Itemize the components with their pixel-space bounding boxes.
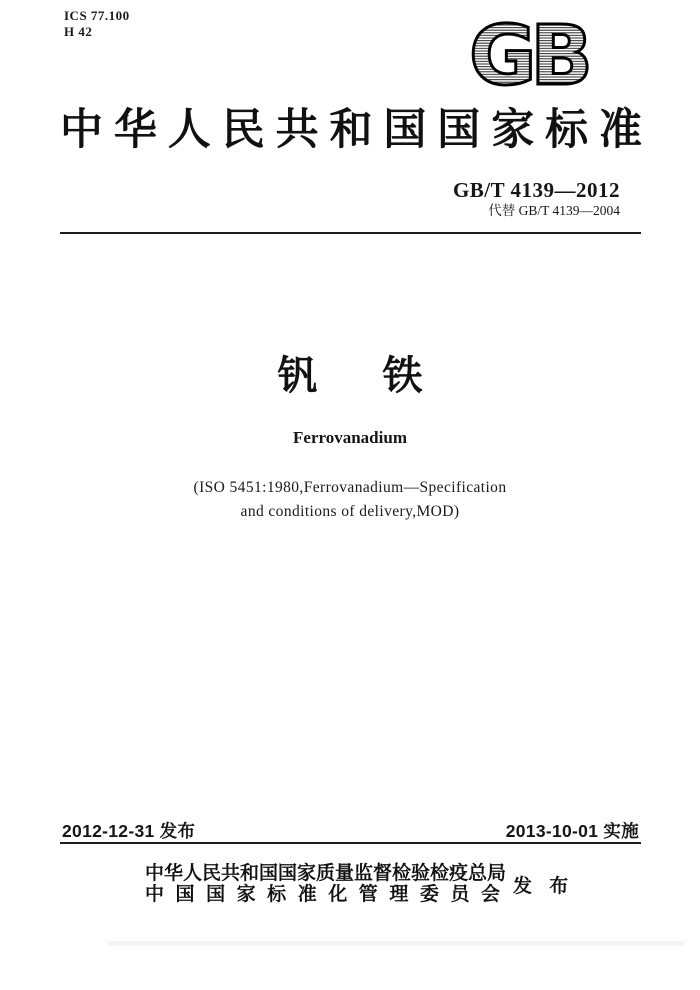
date-row — [62, 818, 639, 843]
footer-divider-line — [60, 842, 641, 844]
issuer-line-2: 中国国家标准化管理委员会 — [145, 884, 500, 905]
title-char-1: 钒 — [277, 354, 318, 398]
gb-logo-graphic — [456, 14, 601, 96]
classification-code: H 42 — [64, 24, 93, 39]
issue-date: 2012-12-31 发布 — [62, 821, 196, 841]
national-standard-title: 中华人民共和国国家标准 — [60, 106, 642, 154]
ics-block — [64, 8, 130, 40]
iso-reference — [0, 476, 700, 524]
publish-label: 发 布 — [513, 875, 575, 897]
scan-edge-artifact — [108, 941, 684, 946]
document-title-chinese — [0, 352, 700, 400]
gb-logo — [456, 14, 601, 96]
standard-number: GB/T 4139—2012 — [452, 178, 620, 202]
ics-code: ICS 77.100 — [64, 8, 130, 23]
title-char-2: 铁 — [382, 354, 423, 398]
iso-reference-line2: and conditions of delivery,MOD) — [240, 503, 460, 520]
implementation-date: 2013-10-01 实施 — [505, 821, 639, 841]
replaced-standard: 代替 GB/T 4139—2004 — [488, 203, 620, 218]
document-title-english: Ferrovanadium — [293, 428, 407, 447]
standard-number-block — [453, 179, 620, 219]
iso-reference-line1: (ISO 5451:1980,Ferrovanadium—Specification — [193, 479, 507, 496]
issuer-block — [145, 863, 574, 905]
issuer-line-1: 中华人民共和国国家质量监督检验检疫总局 — [145, 863, 507, 884]
header-divider-line — [60, 232, 641, 234]
gb-logo-text: GB — [469, 14, 587, 96]
issuer-names — [145, 863, 507, 905]
